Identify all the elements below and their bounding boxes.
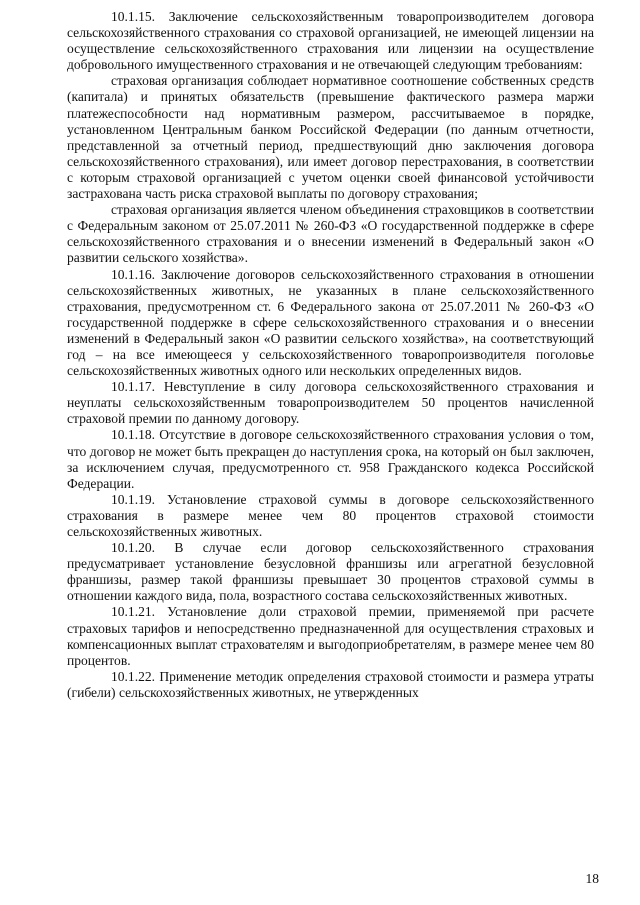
- paragraph-10-1-17: 10.1.17. Невступление в силу договора сельскохозяйственного страхования и неуплаты сельскохозяйственным товаропроизводителем 50 процентов начисленной страховой премии по данному договору.: [67, 379, 594, 427]
- paragraph-10-1-20: 10.1.20. В случае если договор сельскохозяйственного страхования предусматривает установление безусловной франшизы или агрегатной безусловной франшизы, размер такой франшизы превышает 30 процентов страховой суммы в отношении каждого вида, пола, возрастного состава сельскохозяйственных животных.: [67, 540, 594, 604]
- paragraph-10-1-22: 10.1.22. Применение методик определения страховой стоимости и размера утраты (гибели) сельскохозяйственных животных, не утвержденных: [67, 668, 594, 700]
- paragraph-solvency-requirement: страховая организация соблюдает нормативное соотношение собственных средств (капитала) и принятых обязательств (превышение фактического размера маржи платежеспособности над нормативным размером, рассчитываемое в порядке, установленном Центральным банком Российской Федерации (по данным отчетности, представленной за отчетный период, предшествующий дню заключения договора сельскохозяйственного страхования), или имеет договор перестрахования, в соответствии с которым страховой организацией с учетом оценки своей финансовой устойчивости застрахована часть риска страховой выплаты по договору страхования;: [67, 73, 594, 202]
- paragraph-10-1-19: 10.1.19. Установление страховой суммы в договоре сельскохозяйственного страхования в размере менее чем 80 процентов страховой стоимости сельскохозяйственных животных.: [67, 491, 594, 539]
- page-number: 18: [585, 871, 599, 886]
- paragraph-10-1-15: 10.1.15. Заключение сельскохозяйственным товаропроизводителем договора сельскохозяйственного страхования со страховой организацией, не имеющей лицензии на осуществление сельскохозяйственного страхования или лицензии на осуществление добровольного имущественного страхования и не отвечающей следующим требованиям:: [67, 9, 594, 73]
- paragraph-association-membership: страховая организация является членом объединения страховщиков в соответствии с Федеральным законом от 25.07.2011 № 260-ФЗ «О государственной поддержке в сфере сельскохозяйственного страхования и о внесении изменений в Федеральный закон «О развитии сельского хозяйства».: [67, 202, 594, 266]
- paragraph-10-1-21: 10.1.21. Установление доли страховой премии, применяемой при расчете страховых тарифов и непосредственно предназначенной для осуществления страховых и компенсационных выплат страхователям и выгодоприобретателям, в размере менее чем 80 процентов.: [67, 604, 594, 668]
- paragraph-10-1-16: 10.1.16. Заключение договоров сельскохозяйственного страхования в отношении сельскохозяйственных животных, не указанных в плане сельскохозяйственного страхования, предусмотренном ст. 6 Федерального закона от 25.07.2011 № 260-ФЗ «О государственной поддержке в сфере сельскохозяйственного страхования и о внесении изменений в Федеральный закон «О развитии сельского хозяйства», на соответствующий год – на все имеющееся у сельскохозяйственного товаропроизводителя поголовье сельскохозяйственных животных одного или нескольких определенных видов.: [67, 266, 594, 379]
- document-page: [67, 9, 594, 701]
- paragraph-10-1-18: 10.1.18. Отсутствие в договоре сельскохозяйственного страхования условия о том, что договор не может быть прекращен до наступления срока, на который он был заключен, за исключением случая, предусмотренного ст. 958 Гражданского кодекса Российской Федерации.: [67, 427, 594, 491]
